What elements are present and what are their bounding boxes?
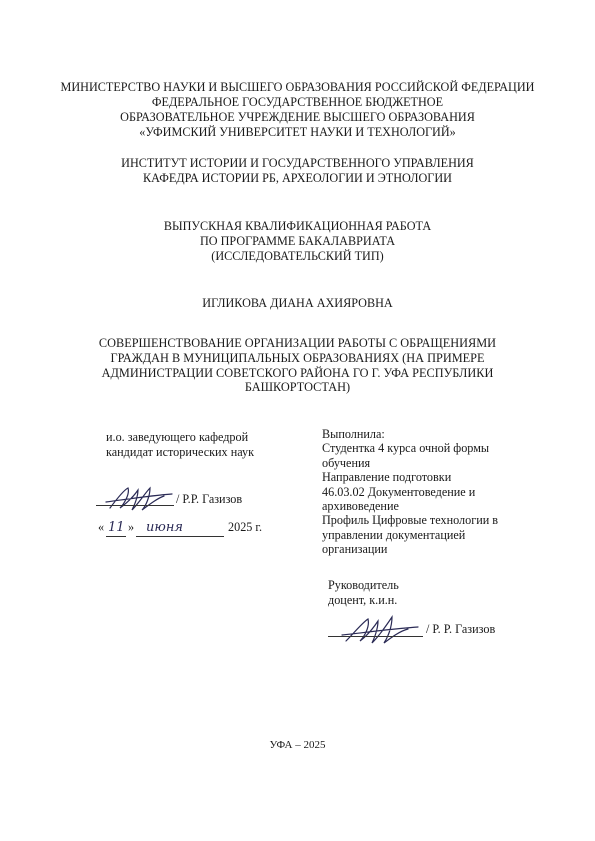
- head-signature-line: [96, 505, 174, 506]
- supervisor-signature-row: [328, 611, 548, 649]
- thesis-title: [0, 336, 595, 395]
- head-name: / Р.Р. Газизов: [176, 492, 243, 506]
- institute-line-1: ИНСТИТУТ ИСТОРИИ И ГОСУДАРСТВЕННОГО УПРАВЛЕНИЯ: [121, 156, 474, 170]
- head-position: и.о. заведующего кафедрой: [106, 430, 249, 444]
- supervisor-name: / Р. Р. Газизов: [426, 622, 496, 636]
- author-name-text: ИГЛИКОВА ДИАНА АХИЯРОВНА: [202, 296, 393, 310]
- ministry-line-3: ОБРАЗОВАТЕЛЬНОЕ УЧРЕЖДЕНИЕ ВЫСШЕГО ОБРАЗОВАНИЯ: [120, 109, 475, 124]
- date-row: [98, 516, 298, 540]
- date-open-quote: «: [98, 520, 105, 534]
- supervisor-block: [328, 578, 399, 608]
- supervisor-label: Руководитель: [328, 578, 399, 592]
- city-year-footer: УФА – 2025: [269, 739, 326, 751]
- head-of-department-block: [106, 430, 306, 460]
- department-line: КАФЕДРА ИСТОРИИ РБ, АРХЕОЛОГИИ И ЭТНОЛОГИИ: [143, 170, 452, 185]
- date-year: 2025 г.: [228, 520, 263, 534]
- profile-line-1: Профиль Цифровые технологии в: [322, 513, 499, 528]
- thesis-title-line-4: БАШКОРТОСТАН): [244, 380, 351, 395]
- month-underline: [136, 536, 224, 537]
- handwritten-signature-icon: [102, 482, 180, 514]
- direction-line-1: 46.03.02 Документоведение и: [322, 484, 476, 499]
- work-type-line-1: ВЫПУСКНАЯ КВАЛИФИКАЦИОННАЯ РАБОТА: [163, 219, 432, 233]
- thesis-title-line-1: СОВЕРШЕНСТВОВАНИЕ ОРГАНИЗАЦИИ РАБОТЫ С ОБРАЩЕНИЯМИ: [98, 336, 497, 350]
- supervisor-signature-line: [328, 636, 423, 637]
- ministry-line-1: МИНИСТЕРСТВО НАУКИ И ВЫСШЕГО ОБРАЗОВАНИЯ РОССИЙСКОЙ ФЕДЕРАЦИИ: [60, 80, 535, 94]
- student-line-1: Студентка 4 курса очной формы: [322, 441, 490, 456]
- handwritten-signature-icon: [340, 611, 424, 647]
- head-degree: кандидат исторических наук: [106, 444, 255, 459]
- ministry-header: [0, 80, 595, 140]
- direction-line-2: архивоведение: [322, 498, 399, 513]
- date-close-quote: »: [128, 520, 135, 534]
- supervisor-position: доцент, к.и.н.: [328, 592, 398, 607]
- work-type-line-2: ПО ПРОГРАММЕ БАКАЛАВРИАТА: [199, 233, 396, 248]
- student-line-2: обучения: [322, 455, 371, 470]
- institute-header: [0, 156, 595, 186]
- date-month: июня: [146, 520, 183, 535]
- performer-label: Выполнила:: [322, 427, 385, 441]
- profile-line-3: организации: [322, 542, 388, 557]
- day-underline: [106, 536, 126, 537]
- work-type-line-3: (ИССЛЕДОВАТЕЛЬСКИЙ ТИП): [211, 248, 384, 263]
- profile-line-2: управлении документацией: [322, 527, 466, 542]
- ministry-line-2: ФЕДЕРАЛЬНОЕ ГОСУДАРСТВЕННОЕ БЮДЖЕТНОЕ: [151, 94, 444, 109]
- work-type: [0, 219, 595, 264]
- date-day: 11: [108, 520, 125, 535]
- performer-block: [322, 427, 542, 557]
- author-name: [0, 296, 595, 311]
- thesis-title-line-2: ГРАЖДАН В МУНИЦИПАЛЬНЫХ ОБРАЗОВАНИЯХ (НА ПРИМЕРЕ: [110, 350, 485, 365]
- head-signature-row: [96, 482, 316, 516]
- thesis-title-line-3: АДМИНИСТРАЦИИ СОВЕТСКОГО РАЙОНА ГО Г. УФА РЕСПУБЛИКИ: [101, 365, 494, 380]
- ministry-line-4: «УФИМСКИЙ УНИВЕРСИТЕТ НАУКИ И ТЕХНОЛОГИЙ»: [139, 124, 456, 139]
- direction-label: Направление подготовки: [322, 470, 452, 485]
